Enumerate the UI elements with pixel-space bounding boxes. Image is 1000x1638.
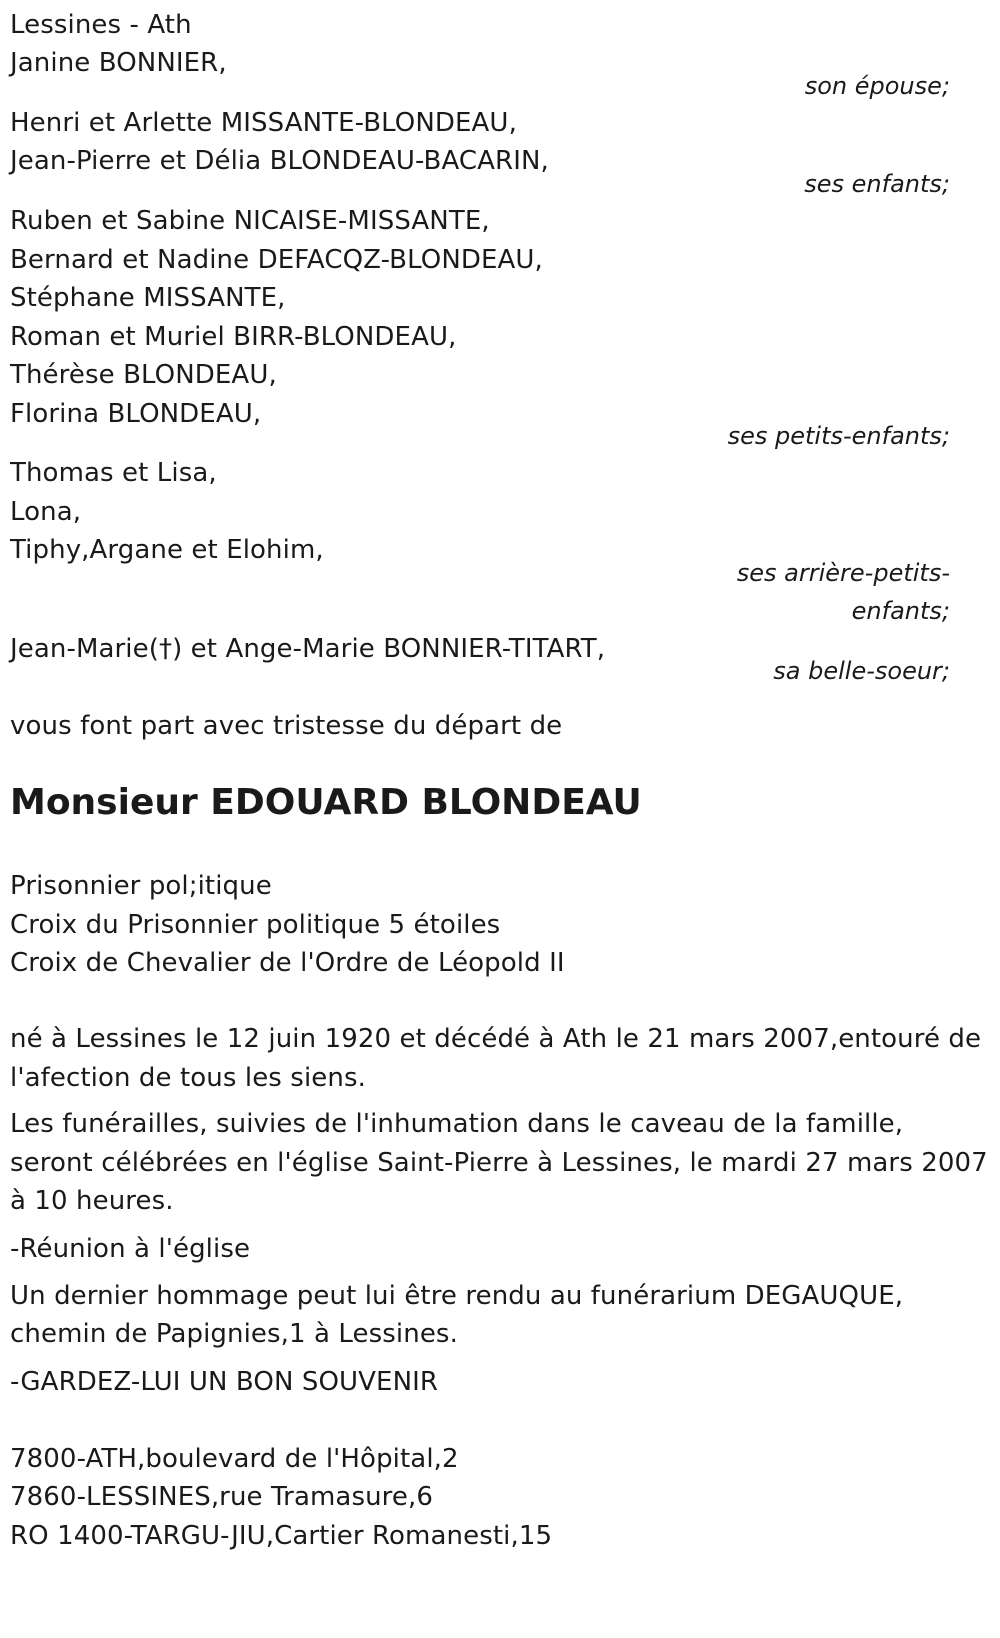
closing-text: -GARDEZ-LUI UN BON SOUVENIR — [10, 1367, 439, 1397]
tribute-text-cont: chemin de Papignies,1 à Lessines. — [10, 1319, 458, 1349]
children-role: ses enfants; — [804, 170, 950, 198]
child-name: Jean-Pierre et Délia BLONDEAU-BACARIN, — [10, 146, 549, 176]
grandchild-name: Stéphane MISSANTE, — [10, 283, 286, 313]
sister-in-law-role: sa belle-soeur; — [773, 657, 950, 685]
birth-death-text-cont: l'afection de tous les siens. — [10, 1063, 366, 1093]
grandchild-name: Roman et Muriel BIRR-BLONDEAU, — [10, 322, 457, 352]
great-grandchild-name: Lona, — [10, 497, 82, 527]
spouse-name: Janine BONNIER, — [10, 48, 227, 78]
sister-in-law-name: Jean-Marie(†) et Ange-Marie BONNIER-TITART, — [10, 634, 606, 664]
great-grandchildren-role-cont: enfants; — [851, 597, 950, 625]
grandchildren-role: ses petits-enfants; — [727, 422, 950, 450]
funeral-text-cont: seront célébrées en l'église Saint-Pierre à Lessines, le mardi 27 mars 2007 — [10, 1148, 988, 1178]
address-line: 7800-ATH,boulevard de l'Hôpital,2 — [10, 1444, 459, 1474]
funeral-text-cont: à 10 heures. — [10, 1186, 174, 1216]
grandchild-name: Florina BLONDEAU, — [10, 399, 262, 429]
location-header: Lessines - Ath — [10, 10, 192, 40]
tribute-text: Un dernier hommage peut lui être rendu au funérarium DEGAUQUE, — [10, 1281, 904, 1311]
spouse-role: son épouse; — [804, 72, 950, 100]
grandchild-name: Bernard et Nadine DEFACQZ-BLONDEAU, — [10, 245, 543, 275]
address-line: RO 1400-TARGU-JIU,Cartier Romanesti,15 — [10, 1521, 553, 1551]
birth-death-text: né à Lessines le 12 juin 1920 et décédé à Ath le 21 mars 2007,entouré de — [10, 1024, 982, 1054]
reunion-text: -Réunion à l'église — [10, 1234, 251, 1264]
address-line: 7860-LESSINES,rue Tramasure,6 — [10, 1482, 434, 1512]
great-grandchild-name: Tiphy,Argane et Elohim, — [10, 535, 324, 565]
grandchild-name: Thérèse BLONDEAU, — [10, 360, 277, 390]
child-name: Henri et Arlette MISSANTE-BLONDEAU, — [10, 108, 517, 138]
grandchild-name: Ruben et Sabine NICAISE-MISSANTE, — [10, 206, 490, 236]
deceased-name: Monsieur EDOUARD BLONDEAU — [10, 782, 642, 823]
funeral-text: Les funérailles, suivies de l'inhumation dans le caveau de la famille, — [10, 1109, 904, 1139]
distinction: Croix du Prisonnier politique 5 étoiles — [10, 910, 501, 940]
distinction: Prisonnier pol;itique — [10, 871, 272, 901]
great-grandchild-name: Thomas et Lisa, — [10, 458, 217, 488]
announcement-text: vous font part avec tristesse du départ de — [10, 711, 563, 741]
distinction: Croix de Chevalier de l'Ordre de Léopold II — [10, 948, 565, 978]
great-grandchildren-role: ses arrière-petits- — [736, 559, 950, 587]
